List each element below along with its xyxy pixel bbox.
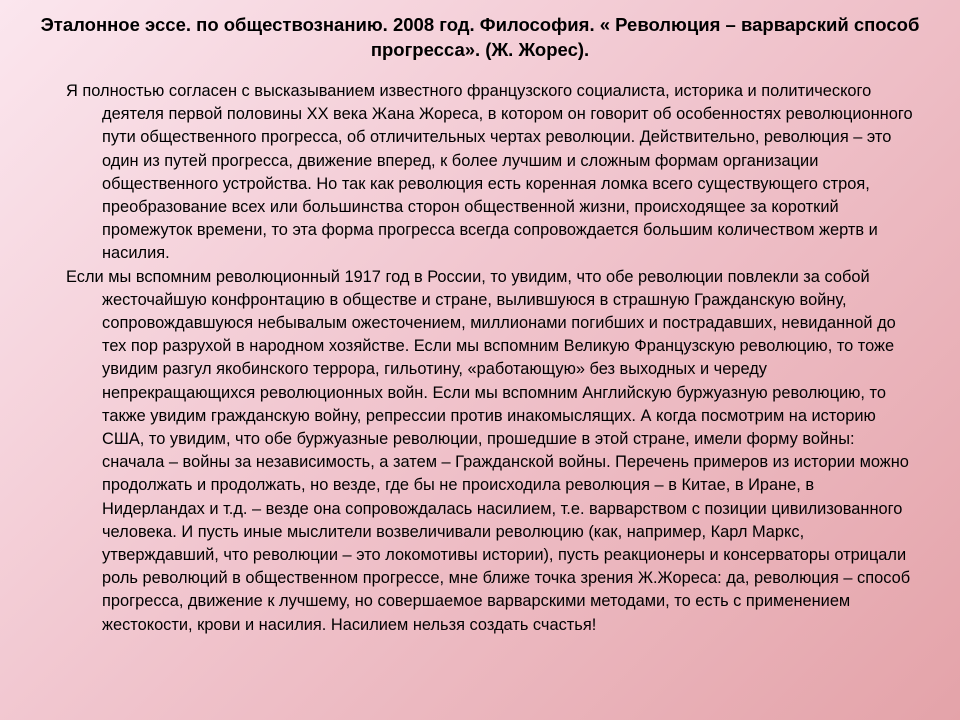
essay-paragraph-2: Если мы вспомним революционный 1917 год в России, то увидим, что обе революции повлекли за собой жесточайшую конфронтацию в обществе и стране, вылившуюся в страшную Гражданскую войну, сопровождавшуюся небывалым ожесточением, миллионами погибших и пострадавших, невиданной до тех пор разрухой в народном хозяйстве. Если мы вспомним Великую Французскую революцию, то тоже увидим разгул якобинского террора, гильотину, «работающую» без выходных и череду непрекращающихся революционных войн. Если мы вспомним Английскую буржуазную революцию, то также увидим гражданскую войну, репрессии против инакомыслящих. А когда посмотрим на историю США, то увидим, что обе буржуазные революции, прошедшие в этой стране, имели форму войны: сначала – войны за независимость, а затем – Гражданской войны. Перечень примеров из истории можно продолжать и продолжать, но везде, где бы не происходила революция – в Китае, в Иране, в Нидерландах и т.д. – везде она сопровождалась насилием, т.е. варварством с позиции цивилизованного человека. И пусть иные мыслители возвеличивали революцию (как, например, Карл Маркс, утверждавший, что революции – это локомотивы истории), пусть реакционеры и консерваторы отрицали роль революций в общественном прогрессе, мне ближе точка зрения Ж.Жореса: да, революция – способ прогресса, движение к лучшему, но совершаемое варварскими методами, то есть с применением жестокости, крови и насилия. Насилием нельзя создать счастья! xyxy=(66,267,911,634)
essay-body xyxy=(66,80,914,637)
slide-title: Эталонное эссе. по обществознанию. 2008 год. Философия. « Революция – варварский способ прогресса». (Ж. Жорес). xyxy=(40,14,920,60)
essay-paragraph-1: Я полностью согласен с высказыванием известного французского социалиста, историка и политического деятеля первой половины XX века Жана Жореса, в котором он говорит об особенностях революционного пути общественного прогресса, об отличительных чертах революции. Действительно, революция – это один из путей прогресса, движение вперед, к более лучшим и сложным формам организации общественного устройства. Но так как революция есть коренная ломка всего существующего строя, преобразование всех или большинства сторон общественной жизни, происходящее за короткий промежуток времени, то эта форма прогресса всегда сопровождается большим количеством жертв и насилия. xyxy=(66,82,913,263)
